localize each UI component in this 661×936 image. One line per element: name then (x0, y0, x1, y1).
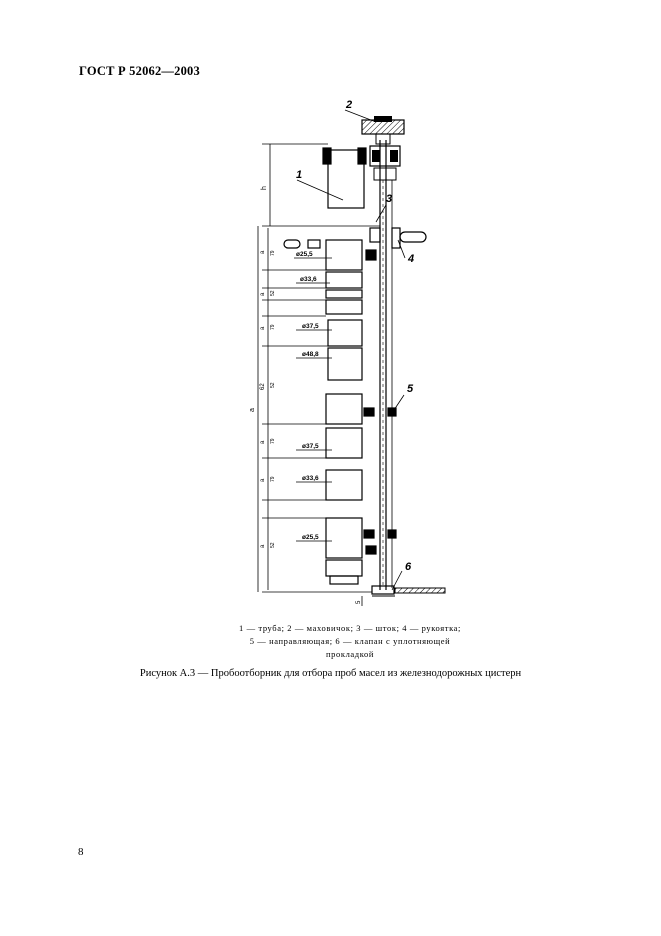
handle-shape (284, 228, 426, 248)
diameter-label-4: ø48,8 (302, 351, 319, 358)
dim-seg-52-2: 52 (270, 382, 276, 388)
handwheel-shape (362, 116, 404, 180)
valve-shape (372, 586, 445, 596)
callout-3: 3 (386, 193, 393, 205)
dim-seg-a-6: a (260, 544, 266, 548)
dim-s: 5 (356, 600, 362, 604)
diameter-label-5: ø37,5 (302, 443, 319, 450)
legend-line-1: 1 — труба; 2 — маховичок; 3 — шток; 4 — рукоятка; (239, 623, 461, 633)
callout-2: 2 (346, 99, 353, 111)
dim-seg-a-2: a (260, 292, 266, 296)
figure-caption: Рисунок А.3 — Пробоотборник для отбора проб масел из железнодорожных цистерн (139, 668, 522, 679)
dim-seg-a-5: a (260, 478, 266, 482)
page-number: 8 (78, 846, 84, 858)
legend-line-3: прокладкой (325, 649, 374, 659)
figure-legend (200, 622, 500, 661)
dim-seg-79-3: 79 (270, 438, 276, 444)
dim-seg-a-3: a (260, 326, 266, 330)
callout-5: 5 (407, 383, 414, 395)
dim-seg-79-1: 79 (270, 250, 276, 256)
dim-seg-52-3: 52 (270, 542, 276, 548)
dim-seg-62: 62 (260, 383, 266, 390)
legend-line-2: 5 — направляющая; 6 — клапан с уплотняющей (249, 636, 451, 646)
dim-seg-79-4: 79 (270, 476, 276, 482)
document-header: ГОСТ Р 52062—2003 (79, 64, 200, 78)
callout-1: 1 (296, 169, 303, 181)
rod-shape (380, 140, 392, 590)
callout-6: 6 (405, 561, 412, 573)
dim-seg-a-1: a (260, 250, 266, 254)
dim-seg-79-2: 79 (270, 324, 276, 330)
diameter-label-1: ø25,5 (296, 251, 313, 258)
diameter-label-3: ø37,5 (302, 323, 319, 330)
dim-seg-a-4: a (260, 440, 266, 444)
diameter-label-2: ø33,6 (300, 276, 317, 283)
dim-seg-52-1: 52 (270, 290, 276, 296)
tube-sections (323, 148, 396, 584)
callout-4: 4 (408, 253, 415, 265)
diameter-label-6: ø33,6 (302, 475, 319, 482)
diameter-label-7: ø25,5 (302, 534, 319, 541)
dim-h: h (261, 186, 268, 190)
dim-a: a (249, 408, 256, 412)
